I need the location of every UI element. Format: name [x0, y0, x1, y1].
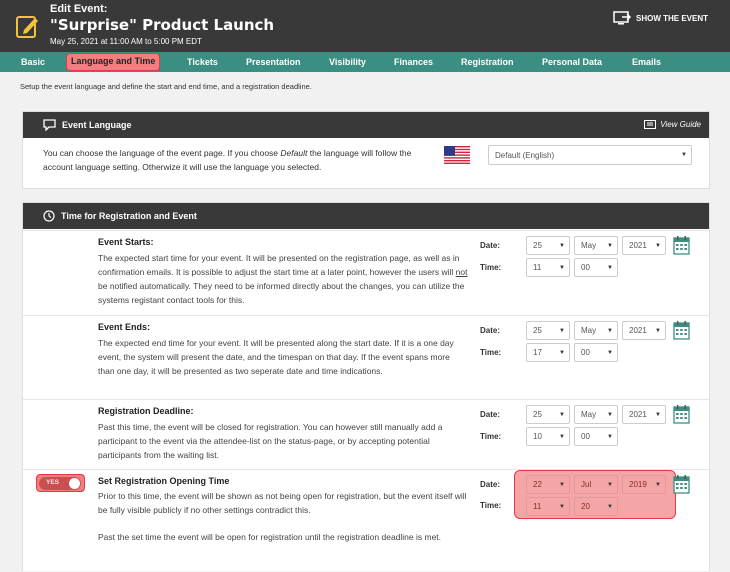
start-hour-select[interactable]: 11 ▼	[526, 258, 570, 277]
flag-us-icon	[444, 146, 470, 164]
end-day-select[interactable]: 25 ▼	[526, 321, 570, 340]
event-language-title: Event Language	[62, 120, 132, 130]
edit-icon	[15, 13, 39, 39]
time-header	[23, 203, 709, 229]
event-language-panel	[22, 111, 710, 189]
monitor-icon	[613, 11, 631, 25]
view-guide-link[interactable]	[644, 120, 701, 129]
opening-hour-select[interactable]: 11 ▼	[526, 497, 570, 516]
registration-opening-text-2: Past the set time the event will be open for registration until the registration deadline is met.	[98, 532, 442, 542]
calendar-icon[interactable]	[673, 474, 690, 494]
tab-personal-data[interactable]: Personal Data	[542, 57, 603, 67]
registration-deadline-title: Registration Deadline:	[98, 406, 194, 416]
event-ends-title: Event Ends:	[98, 322, 151, 332]
calendar-icon[interactable]	[673, 404, 690, 424]
toggle-label: YES	[46, 479, 60, 486]
language-description: You can choose the language of the event page. If you choose Default the language will follow the account language setting. Otherwize it will use the language you selected.	[43, 148, 412, 172]
tab-finances[interactable]: Finances	[394, 57, 434, 67]
end-month-select[interactable]: May ▼	[574, 321, 618, 340]
tab-emails[interactable]: Emails	[632, 57, 662, 67]
event-ends-row	[23, 315, 709, 399]
end-year-select[interactable]: 2021 ▼	[622, 321, 666, 340]
registration-opening-title: Set Registration Opening Time	[98, 476, 230, 486]
date-label: Date:	[480, 241, 501, 250]
intro-text: Setup the event language and define the start and end time, and a registration deadline.	[20, 82, 312, 91]
language-select[interactable]: Default (English) ▼	[488, 145, 692, 165]
deadline-day-select[interactable]: 25 ▼	[526, 405, 570, 424]
time-label: Time:	[480, 263, 502, 272]
event-language-header	[23, 112, 709, 138]
time-label: Time:	[480, 348, 502, 357]
start-year-select[interactable]: 2021 ▼	[622, 236, 666, 255]
start-day-select[interactable]: 25 ▼	[526, 236, 570, 255]
tab-presentation[interactable]: Presentation	[246, 57, 301, 67]
clock-icon	[43, 210, 55, 222]
tab-registration[interactable]: Registration	[461, 57, 514, 67]
start-month-select[interactable]: May ▼	[574, 236, 618, 255]
opening-minute-select[interactable]: 20 ▼	[574, 497, 618, 516]
end-minute-select[interactable]: 00 ▼	[574, 343, 618, 362]
registration-deadline-row	[23, 399, 709, 469]
event-ends-text: The expected end time for your event. It will be presented along the start date. If it is a one day event, the system will present the date, and the timespan on that day. If the event spans more than one day, it will be presented as two seperate date and time indications.	[98, 338, 454, 376]
opening-year-select[interactable]: 2019 ▼	[622, 475, 666, 494]
deadline-minute-select[interactable]: 00 ▼	[574, 427, 618, 446]
time-label: Time:	[480, 501, 502, 510]
calendar-icon[interactable]	[673, 320, 690, 340]
tab-language-and-time[interactable]: Language and Time	[66, 53, 160, 71]
opening-day-select[interactable]: 22 ▼	[526, 475, 570, 494]
registration-opening-toggle[interactable]	[36, 474, 85, 492]
deadline-month-select[interactable]: May ▼	[574, 405, 618, 424]
show-event-button[interactable]	[613, 11, 708, 25]
opening-month-select[interactable]: Jul ▼	[574, 475, 618, 494]
header-subtitle: Edit Event:	[50, 3, 108, 15]
tab-basic[interactable]: Basic	[21, 57, 46, 67]
registration-opening-text: Prior to this time, the event will be shown as not being open for registration, but the event itself will be fully visible publicly if no other settings contradict this.	[98, 491, 467, 515]
tab-tickets[interactable]: Tickets	[187, 57, 218, 67]
tab-visibility[interactable]: Visibility	[329, 57, 366, 67]
comment-icon	[43, 119, 56, 131]
show-event-label: SHOW THE EVENT	[635, 13, 708, 23]
time-title: Time for Registration and Event	[61, 211, 197, 221]
time-label: Time:	[480, 432, 502, 441]
deadline-year-select[interactable]: 2021 ▼	[622, 405, 666, 424]
time-panel	[22, 202, 710, 571]
start-minute-select[interactable]: 00 ▼	[574, 258, 618, 277]
page-header	[0, 0, 730, 52]
event-title: "Surprise" Product Launch	[50, 16, 275, 34]
event-starts-title: Event Starts:	[98, 237, 154, 247]
registration-opening-row	[23, 469, 709, 572]
event-date: May 25, 2021 at 11:00 AM to 5:00 PM EDT	[50, 37, 202, 46]
date-label: Date:	[480, 410, 501, 419]
date-label: Date:	[480, 326, 501, 335]
guide-icon	[644, 120, 656, 129]
date-label: Date:	[480, 480, 501, 489]
registration-deadline-text: Past this time, the event will be closed for registration. You can however still manually add a participant to the event via the attendee-list on the status-page, or by accepting potential participants from the waiting list.	[98, 422, 443, 460]
tab-bar	[0, 52, 730, 72]
event-starts-row	[23, 230, 709, 314]
event-starts-text: The expected start time for your event. It will be presented on the registration page, as well as in confirmation emails. It is possible to adjust the start time at a later point, however the users will not be notified automatically. They need to be informed directly about the changes, you can utilize the systems registant contact tools for this.	[98, 253, 468, 305]
view-guide-label: View Guide	[660, 120, 701, 129]
end-hour-select[interactable]: 17 ▼	[526, 343, 570, 362]
deadline-hour-select[interactable]: 10 ▼	[526, 427, 570, 446]
calendar-icon[interactable]	[673, 235, 690, 255]
